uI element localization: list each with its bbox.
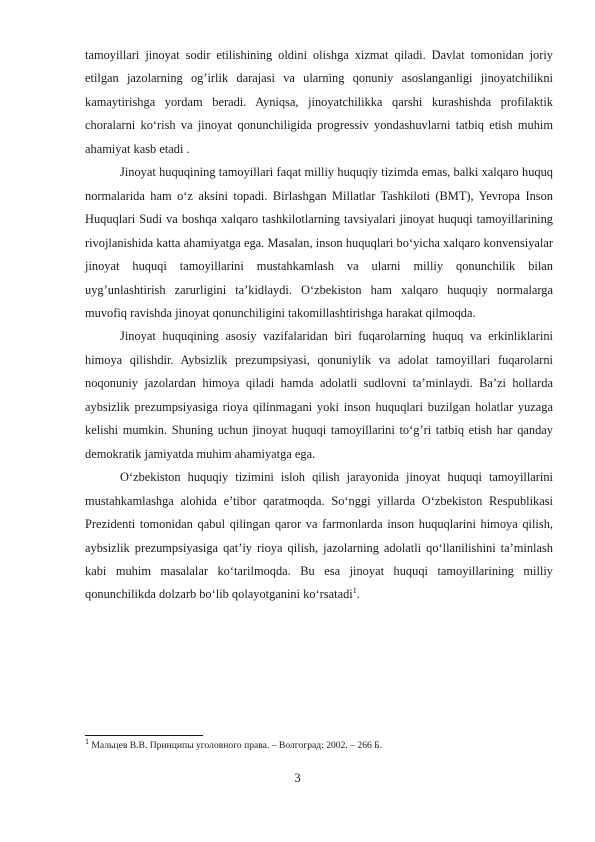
paragraph-2: [85, 161, 553, 325]
paragraph-3-text: Jinoyat huquqining asosiy vazifalaridan biri fuqarolarning huquq va erkinliklarini himoya qilishdir. Aybsizlik prezumpsiyasi, qonuniylik va adolat tamoyillari fuqarolarni noqonuniy jazolardan himoya qiladi hamda adolatli sudlovni ta’minlaydi. Ba’zi hollarda aybsizlik prezumpsiyasiga rioya qilinmagani yoki inson huquqlari buzilgan holatlar yuzaga kelishi mumkin. Shuning uchun jinoyat huquqi tamoyillarini to‘g’ri tatbiq etish har qanday demokratik jamiyatda muhim ahamiyatga ega.: [85, 329, 553, 461]
footnote-text: Мальцев В.В. Принципы уголовного права. – Волгоград: 2002. – 266 Б.: [89, 740, 383, 751]
footnote: [85, 736, 553, 753]
footnote-marker: 1: [85, 736, 89, 746]
footnote-reference[interactable]: 1: [352, 586, 357, 596]
page-number: 3: [294, 771, 301, 785]
paragraph-1: [85, 44, 553, 161]
footnote-separator: [85, 735, 203, 736]
document-body: [85, 44, 553, 607]
paragraph-1-text: tamoyillari jinoyat sodir etilishining oldini olishga xizmat qiladi. Davlat tomonidan joriy etilgan jazolarning og’irlik darajasi va ularning qonuniy asoslanganligi jinoyatchilikni kamaytirishga yordam beradi. Ayniqsa, jinoyatchilikka qarshi kurashishda profilaktik choralarni ko‘rish va jinoyat qonunchiligida progressiv yondashuvlarni tatbiq etish muhim ahamiyat kasb etadi .: [85, 48, 553, 156]
paragraph-4-text: O‘zbekiston huquqiy tizimini isloh qilish jarayonida jinoyat huquqi tamoyillarini mustahkamlashga alohida e’tibor qaratmoqda. So‘nggi yillarda O‘zbekiston Respublikasi Prezidenti tomonidan qabul qilingan qaror va farmonlarda inson huquqlarini himoya qilish, aybsizlik prezumpsiyasiga qat’iy rioya qilish, jazolarning adolatli qo‘llanilishini ta’minlash kabi muhim masalalar ko‘tarilmoqda. Bu esa jinoyat huquqi tamoyillarining milliy qonunchilikda dolzarb bo‘lib qolayotganini ko‘rsatadi: [85, 470, 553, 602]
paragraph-2-text: Jinoyat huquqining tamoyillari faqat milliy huquqiy tizimda emas, balki xalqaro huquq normalarida ham o‘z aksini topadi. Birlashgan Millatlar Tashkiloti (BMT), Yevropa Inson Huquqlari Sudi va boshqa xalqaro tashkilotlarning tavsiyalari jinoyat huquqi tamoyillarining rivojlanishida katta ahamiyatga ega. Masalan, inson huquqlari bo‘yicha xalqaro konvensiyalar jinoyat huquqi tamoyillarini mustahkamlash va ularni milliy qonunchilik bilan uyg’unlashtirish zarurligini ta’kidlaydi. O‘zbekiston ham xalqaro huquqiy normalarga muvofiq ravishda jinoyat qonunchiligini takomillashtirishga harakat qilmoqda.: [85, 165, 553, 320]
paragraph-3: [85, 325, 553, 466]
paragraph-4-tail: .: [356, 587, 360, 602]
paragraph-4: [85, 466, 553, 607]
